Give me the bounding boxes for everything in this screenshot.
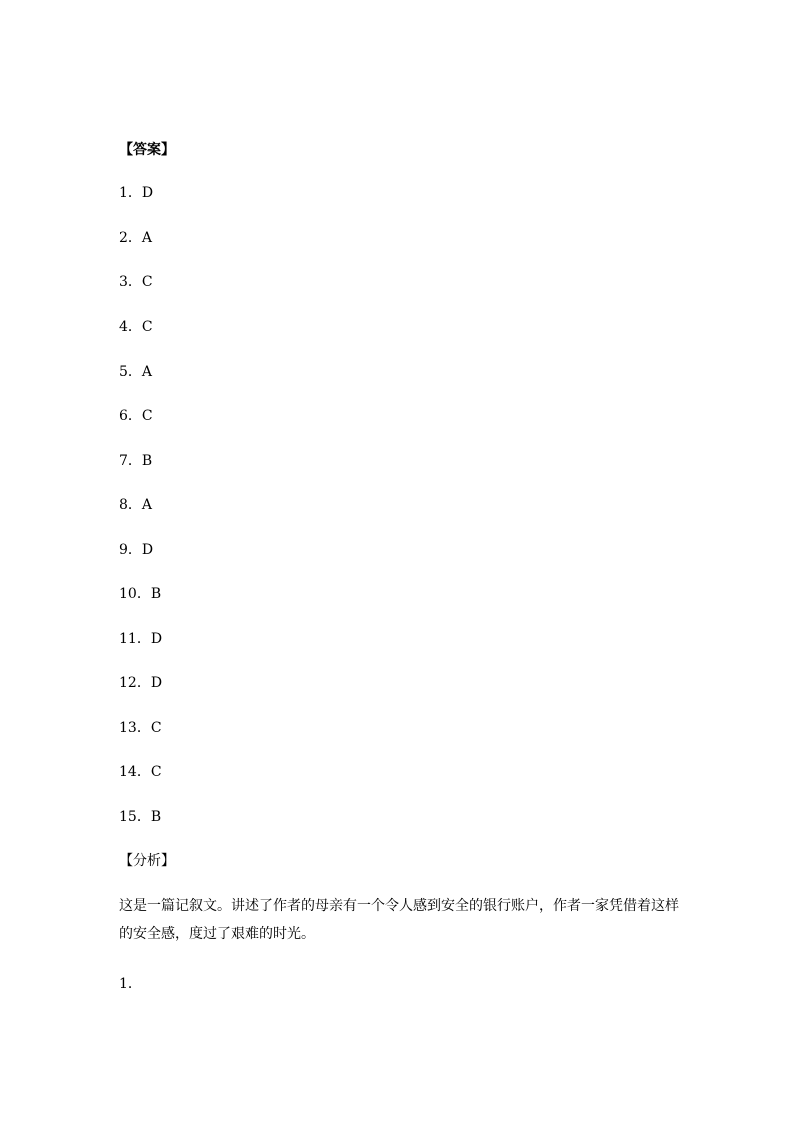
- answer-item: 9．D: [119, 542, 154, 558]
- answer-item: 13．C: [119, 720, 162, 736]
- answer-heading: 【答案】: [119, 142, 175, 158]
- answer-item: 11．D: [119, 631, 163, 647]
- answer-item: 2．A: [119, 230, 153, 246]
- answer-item: 7．B: [119, 453, 153, 469]
- answer-item: 3．C: [119, 274, 153, 290]
- answer-item: 14．C: [119, 764, 162, 780]
- answer-item: 10．B: [119, 586, 162, 602]
- analysis-paragraph: 这是一篇记叙文。讲述了作者的母亲有一个令人感到安全的银行账户，作者一家凭借着这样的安全感，度过了艰难的时光。: [119, 898, 679, 942]
- answer-item: 15．B: [119, 809, 162, 825]
- answer-item: 12．D: [119, 675, 163, 691]
- analysis-heading: 【分析】: [119, 853, 175, 869]
- answer-item: 1．D: [119, 185, 154, 201]
- answer-item: 8．A: [119, 497, 153, 513]
- answer-item: 5．A: [119, 364, 153, 380]
- answer-item: 6．C: [119, 408, 153, 424]
- answer-item: 4．C: [119, 319, 153, 335]
- analysis-item: 1．: [119, 976, 142, 992]
